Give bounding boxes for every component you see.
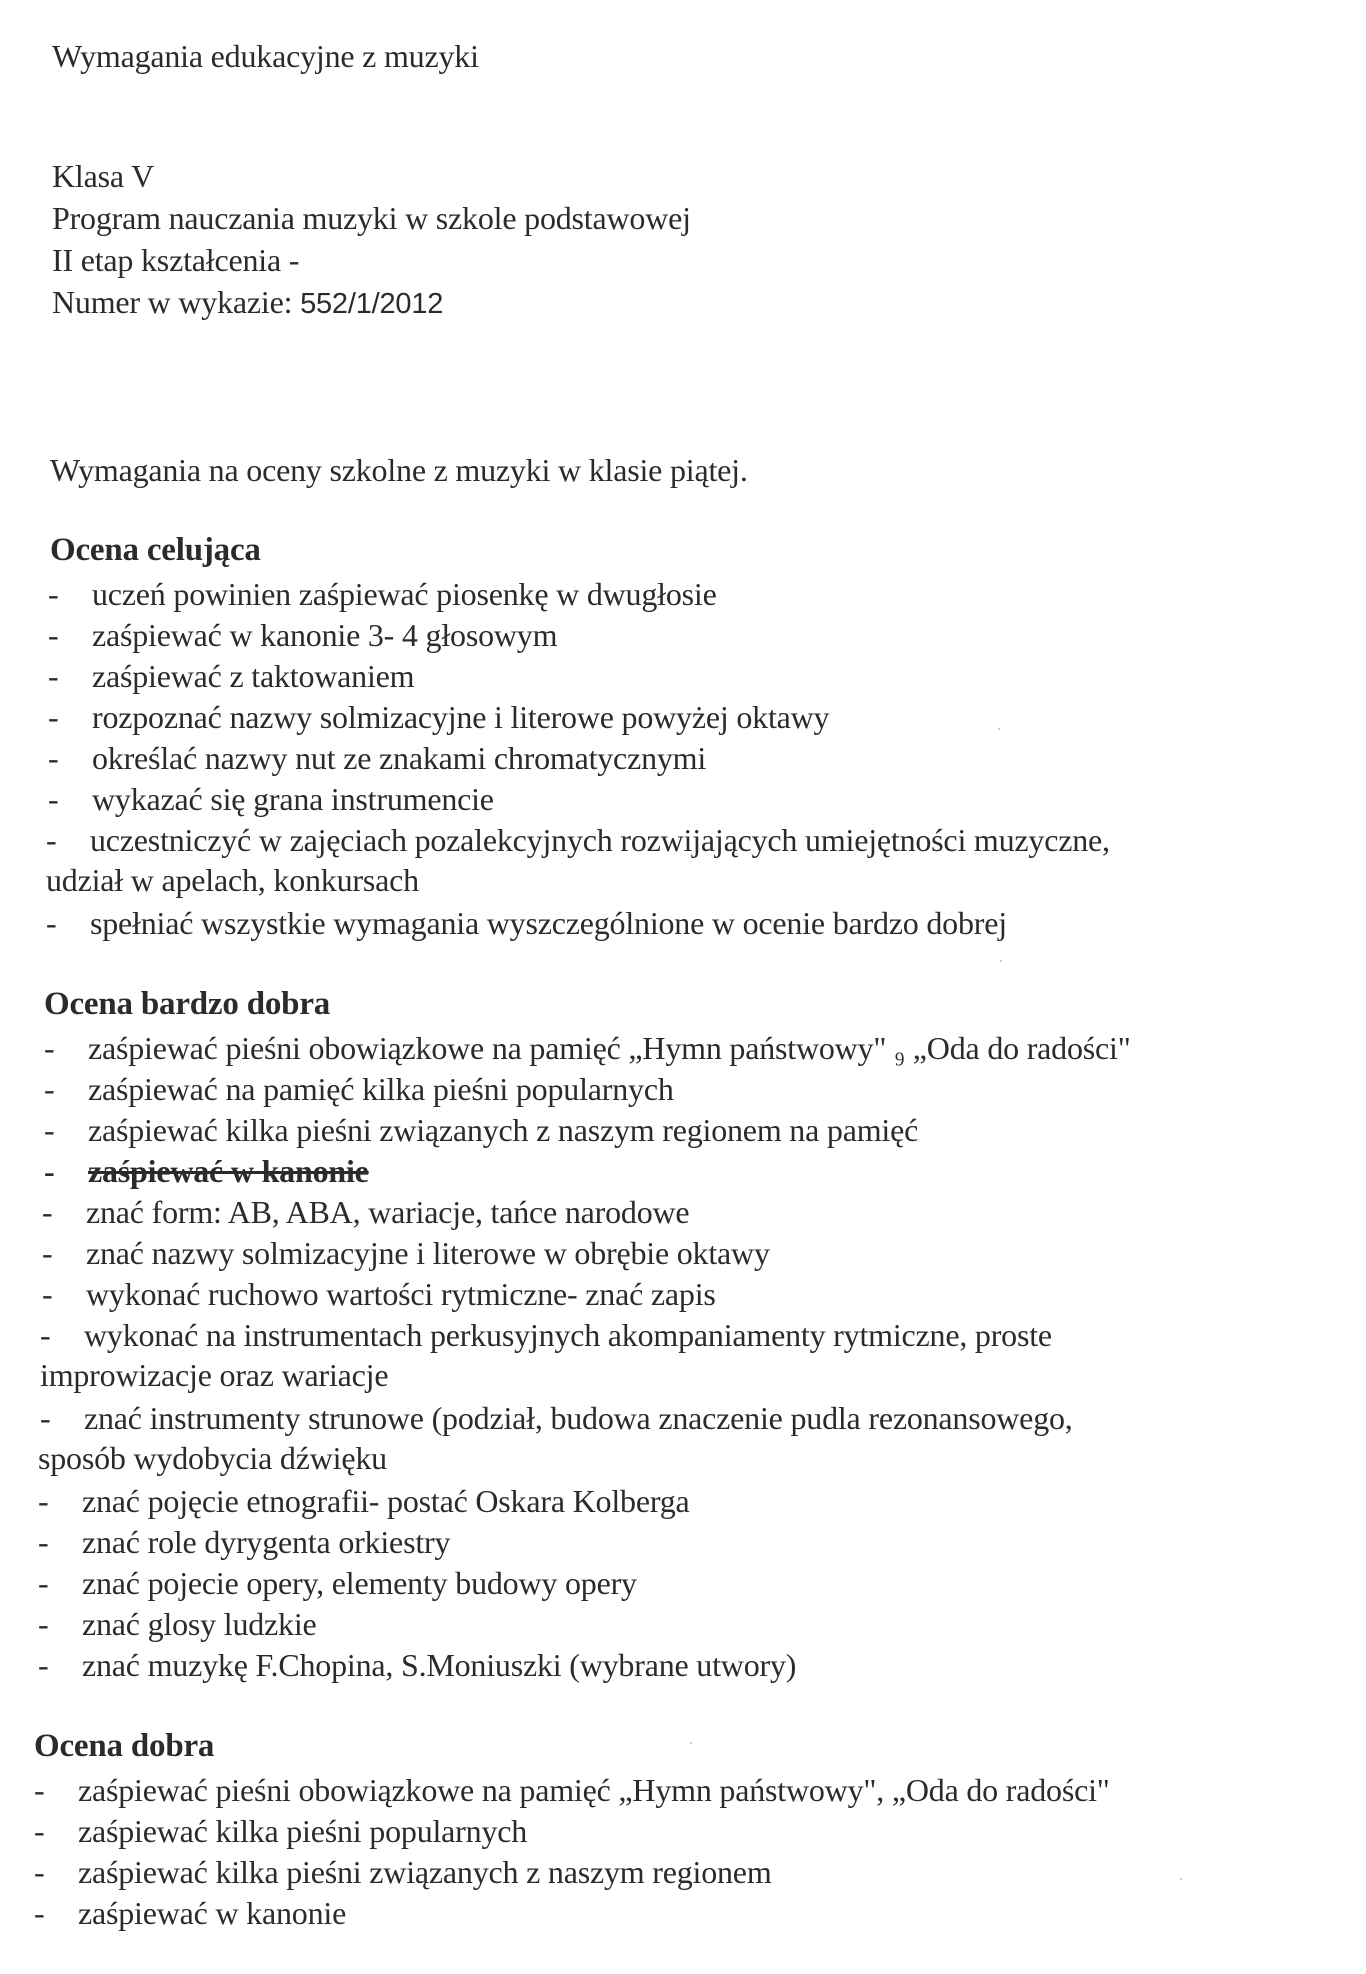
list-item: - uczestniczyć w zajęciach pozalekcyjnych rozwijających umiejętności muzyczne,	[46, 822, 1110, 858]
list-item: - wykonać ruchowo wartości rytmiczne- znać zapis	[42, 1276, 716, 1312]
list-item: - znać instrumenty strunowe (podział, budowa znaczenie pudla rezonansowego,	[40, 1400, 1073, 1436]
document-title: Wymagania edukacyjne z muzyki	[52, 38, 479, 74]
list-item: - zaśpiewać kilka pieśni związanych z naszym regionem na pamięć	[44, 1112, 919, 1148]
list-item: - zaśpiewać kilka pieśni popularnych	[34, 1813, 528, 1849]
scan-speck	[690, 1742, 692, 1744]
section-heading-dobra: Ocena dobra	[34, 1728, 215, 1764]
scan-speck	[1000, 960, 1002, 962]
stage-line: II etap kształcenia -	[52, 242, 300, 278]
list-item: - znać muzykę F.Chopina, S.Moniuszki (wybrane utwory)	[38, 1647, 797, 1683]
registry-line	[52, 282, 443, 324]
intro-line: Wymagania na oceny szkolne z muzyki w klasie piątej.	[50, 452, 748, 488]
list-item: - spełniać wszystkie wymagania wyszczególnione w ocenie bardzo dobrej	[46, 905, 1007, 941]
list-item-continuation: sposób wydobycia dźwięku	[38, 1440, 387, 1476]
list-item: - zaśpiewać na pamięć kilka pieśni popularnych	[44, 1071, 674, 1107]
list-item: - zaśpiewać pieśni obowiązkowe na pamięć „Hymn państwowy" ₉ „Oda do radości"	[44, 1030, 1131, 1066]
section-heading-celujaca: Ocena celująca	[50, 532, 261, 568]
registry-label: Numer w wykazie:	[52, 284, 301, 320]
list-item: - zaśpiewać kilka pieśni związanych z naszym regionem	[34, 1854, 772, 1890]
section-heading-bardzo-dobra: Ocena bardzo dobra	[44, 986, 331, 1022]
list-item: - znać role dyrygenta orkiestry	[38, 1524, 451, 1560]
list-item: - wykonać na instrumentach perkusyjnych akompaniamenty rytmiczne, proste	[40, 1317, 1052, 1353]
scan-speck	[998, 728, 1000, 730]
list-item: - uczeń powinien zaśpiewać piosenkę w dwugłosie	[48, 576, 717, 612]
list-item: - zaśpiewać w kanonie	[34, 1895, 347, 1931]
list-item: - znać glosy ludzkie	[38, 1606, 317, 1642]
list-item: - określać nazwy nut ze znakami chromatycznymi	[48, 740, 707, 776]
list-item: - znać pojecie opery, elementy budowy opery	[38, 1565, 637, 1601]
scan-speck	[1180, 1878, 1182, 1880]
list-item: - zaśpiewać pieśni obowiązkowe na pamięć „Hymn państwowy", „Oda do radości"	[34, 1772, 1110, 1808]
class-label: Klasa V	[52, 158, 154, 194]
list-item: - wykazać się grana instrumencie	[48, 781, 494, 817]
list-item: - rozpoznać nazwy solmizacyjne i literowe powyżej oktawy	[48, 699, 830, 735]
list-item-continuation: improwizacje oraz wariacje	[40, 1357, 389, 1393]
list-item: - znać nazwy solmizacyjne i literowe w obrębie oktawy	[42, 1235, 770, 1271]
list-item-struck: - zaśpiewać w kanonie	[44, 1153, 369, 1189]
list-item: - znać pojęcie etnografii- postać Oskara Kolberga	[38, 1483, 690, 1519]
list-item-continuation: udział w apelach, konkursach	[46, 862, 419, 898]
list-item: - zaśpiewać z taktowaniem	[48, 658, 415, 694]
list-item: - zaśpiewać w kanonie 3- 4 głosowym	[48, 617, 558, 653]
program-line: Program nauczania muzyki w szkole podstawowej	[52, 200, 691, 236]
registry-number: 552/1/2012	[300, 288, 444, 320]
list-item: - znać form: AB, ABA, wariacje, tańce narodowe	[42, 1194, 690, 1230]
